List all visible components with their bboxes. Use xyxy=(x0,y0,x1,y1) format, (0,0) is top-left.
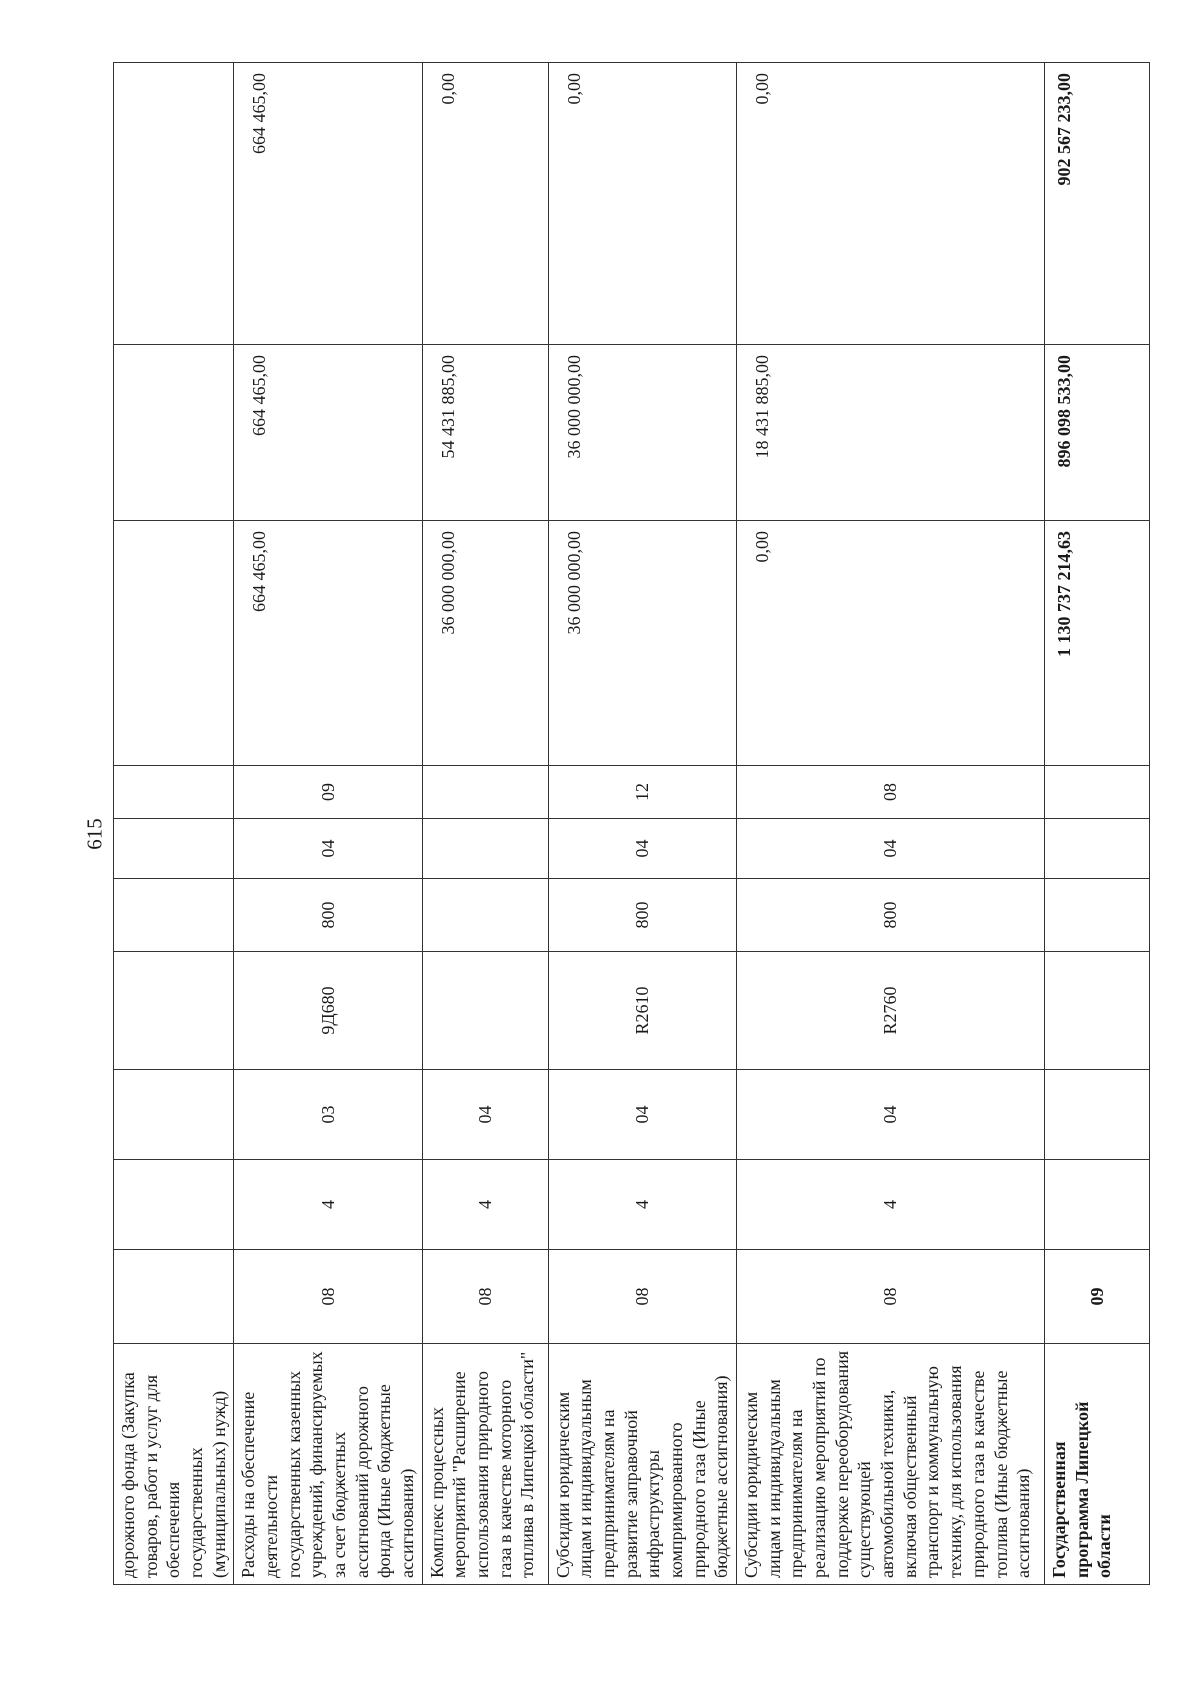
cell-amount: 664 465,00 xyxy=(234,521,422,766)
cell-amount: 664 465,00 xyxy=(234,63,422,345)
cell-amount: 0,00 xyxy=(422,63,548,345)
budget-table-grid xyxy=(113,62,1150,1585)
cell-amount: 18 431 885,00 xyxy=(737,345,1045,521)
cell-code: 09 xyxy=(234,766,422,819)
cell-amount xyxy=(114,521,234,766)
cell-code xyxy=(114,1070,234,1160)
page-number-text: 615 xyxy=(82,818,107,850)
cell-code: 4 xyxy=(548,1160,736,1250)
row-name: Расходы на обеспечение деятельности государственных казенных учреждений, финансируемых за счет бюджетных ассигнований дорожного фонда (Иные бюджетные ассигнования) xyxy=(234,1344,422,1585)
table-row xyxy=(548,63,736,1585)
table-row xyxy=(737,63,1045,1585)
cell-code: 4 xyxy=(737,1160,1045,1250)
cell-code xyxy=(114,952,234,1070)
cell-code xyxy=(1045,879,1150,952)
cell-code: 800 xyxy=(737,879,1045,952)
cell-code xyxy=(1045,952,1150,1070)
cell-code xyxy=(114,879,234,952)
cell-code: R2610 xyxy=(548,952,736,1070)
row-name: дорожного фонда (Закупка товаров, работ и услуг для обеспечения государственных (муниципальных) нужд) xyxy=(114,1344,234,1585)
cell-code xyxy=(114,1250,234,1344)
cell-amount: 0,00 xyxy=(737,63,1045,345)
cell-code: 04 xyxy=(737,819,1045,879)
cell-amount: 1 130 737 214,63 xyxy=(1045,521,1150,766)
table-row xyxy=(422,63,548,1585)
cell-code: 09 xyxy=(1045,1250,1150,1344)
cell-code: 9Д680 xyxy=(234,952,422,1070)
row-name: Субсидии юридическим лицам и индивидуальным предпринимателям на развитие заправочной инфраструктуры компримированного природного газа (Иные бюджетные ассигнования) xyxy=(548,1344,736,1585)
cell-code: 12 xyxy=(548,766,736,819)
cell-code: 800 xyxy=(548,879,736,952)
cell-code: 08 xyxy=(737,766,1045,819)
cell-code xyxy=(114,819,234,879)
cell-code: 04 xyxy=(737,1070,1045,1160)
cell-code: 4 xyxy=(234,1160,422,1250)
cell-code xyxy=(1045,819,1150,879)
cell-amount: 0,00 xyxy=(737,521,1045,766)
cell-code: 800 xyxy=(234,879,422,952)
cell-code xyxy=(1045,1070,1150,1160)
cell-code xyxy=(422,766,548,819)
cell-amount: 896 098 533,00 xyxy=(1045,345,1150,521)
cell-code: 04 xyxy=(422,1070,548,1160)
cell-code: 4 xyxy=(422,1160,548,1250)
page-number xyxy=(82,818,107,850)
cell-amount: 36 000 000,00 xyxy=(548,521,736,766)
cell-amount xyxy=(114,63,234,345)
cell-amount: 36 000 000,00 xyxy=(422,521,548,766)
cell-amount: 902 567 233,00 xyxy=(1045,63,1150,345)
rotated-table-frame xyxy=(113,63,1115,1585)
cell-code xyxy=(1045,766,1150,819)
table-row xyxy=(234,63,422,1585)
cell-amount xyxy=(114,345,234,521)
row-name: Государственная программа Липецкой области xyxy=(1045,1344,1150,1585)
cell-code: R2760 xyxy=(737,952,1045,1070)
cell-code xyxy=(1045,1160,1150,1250)
budget-table xyxy=(113,63,1115,1585)
table-row xyxy=(114,63,234,1585)
cell-amount: 664 465,00 xyxy=(234,345,422,521)
cell-code: 08 xyxy=(422,1250,548,1344)
cell-amount: 54 431 885,00 xyxy=(422,345,548,521)
cell-code: 04 xyxy=(548,1070,736,1160)
cell-code xyxy=(422,819,548,879)
row-name: Комплекс процессных мероприятий "Расширение использования природного газа в качестве моторного топлива в Липецкой области" xyxy=(422,1344,548,1585)
cell-code: 08 xyxy=(548,1250,736,1344)
cell-amount: 0,00 xyxy=(548,63,736,345)
cell-code xyxy=(114,766,234,819)
cell-code xyxy=(114,1160,234,1250)
cell-code: 08 xyxy=(737,1250,1045,1344)
cell-code: 08 xyxy=(234,1250,422,1344)
cell-code: 04 xyxy=(234,819,422,879)
cell-amount: 36 000 000,00 xyxy=(548,345,736,521)
cell-code: 04 xyxy=(548,819,736,879)
table-row-total xyxy=(1045,63,1150,1585)
cell-code xyxy=(422,879,548,952)
row-name: Субсидии юридическим лицам и индивидуальным предпринимателям на реализацию мероприятий по поддержке переоборудования существующей автомобильной техники, включая общественный транспорт и коммунальную технику, для использования природного газа в качестве топлива (Иные бюджетные ассигнования) xyxy=(737,1344,1045,1585)
cell-code: 03 xyxy=(234,1070,422,1160)
cell-code xyxy=(422,952,548,1070)
